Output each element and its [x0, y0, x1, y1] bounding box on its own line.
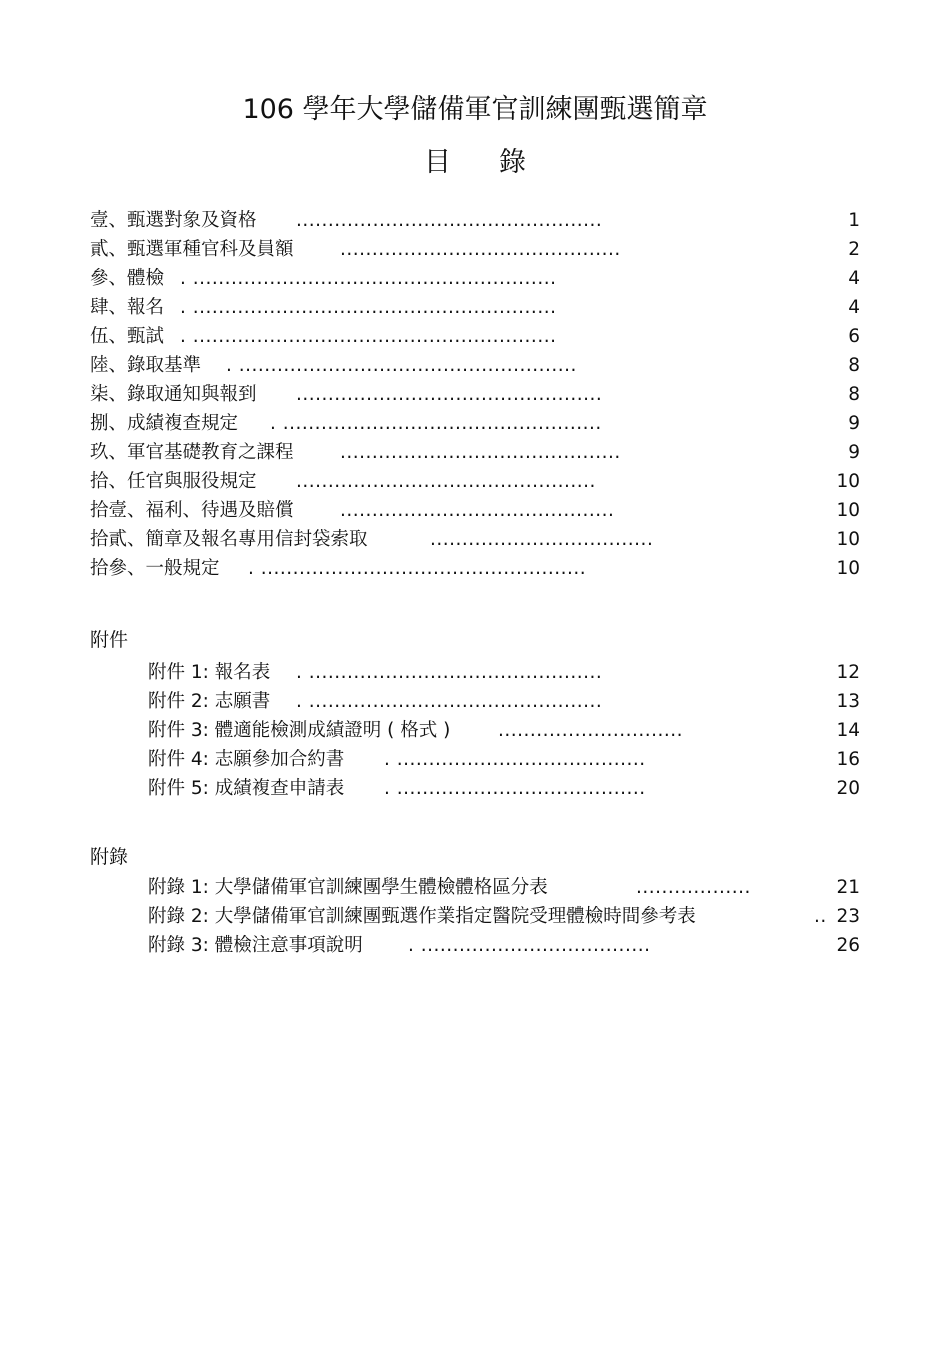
attachment-row [90, 716, 860, 745]
toc-label: 貳、甄選軍種官科及員額 [90, 239, 294, 260]
attachment-row [90, 687, 860, 716]
appendix-row [90, 931, 860, 960]
attachment-leader-dots: . .............................................. [296, 662, 603, 683]
toc-label: 壹、甄選對象及資格 [90, 210, 257, 231]
toc-row [90, 380, 860, 409]
appendix-leader-dots: . .................................... [408, 935, 651, 956]
table-of-contents [90, 206, 860, 583]
appendix-row [90, 902, 860, 931]
toc-leader-dots: . ................................................... [248, 558, 587, 579]
toc-page-number: 10 [836, 471, 860, 492]
toc-leader-dots: . ......................................................... [180, 326, 557, 347]
toc-label: 拾貳、簡章及報名專用信封袋索取 [90, 529, 368, 550]
toc-page-number: 8 [848, 355, 860, 376]
toc-leader-dots: ............................................ [340, 442, 621, 463]
attachment-leader-dots: . ....................................... [384, 778, 646, 799]
attachment-page-number: 12 [836, 662, 860, 683]
toc-row [90, 438, 860, 467]
toc-label: 參、體檢 [90, 268, 165, 289]
toc-leader-dots: ............................................ [340, 239, 621, 260]
toc-label: 柒、錄取通知與報到 [90, 384, 257, 405]
toc-leader-dots: . ......................................................... [180, 268, 557, 289]
toc-row [90, 264, 860, 293]
appendix-page-number: 21 [836, 877, 860, 898]
appendix-label: 附錄 3: 體檢注意事項說明 [148, 935, 363, 956]
attachment-leader-dots: . .............................................. [296, 691, 603, 712]
toc-heading: 目錄 [424, 147, 574, 178]
toc-row [90, 409, 860, 438]
toc-page-number: 9 [848, 413, 860, 434]
toc-page-number: 10 [836, 529, 860, 550]
toc-leader-dots: ............................................... [296, 471, 596, 492]
toc-page-number: 9 [848, 442, 860, 463]
toc-leader-dots: ........................................... [340, 500, 615, 521]
toc-label: 肆、報名 [90, 297, 165, 318]
appendices-heading: 附錄 [90, 846, 129, 868]
document-title: 106 學年大學儲備軍官訓練團甄選簡章 [242, 94, 708, 125]
toc-row [90, 496, 860, 525]
toc-label: 拾壹、福利、待遇及賠償 [90, 500, 294, 521]
attachment-label: 附件 1: 報名表 [148, 662, 271, 683]
toc-page-number: 10 [836, 500, 860, 521]
toc-label: 捌、成績複查規定 [90, 413, 239, 434]
toc-row [90, 322, 860, 351]
appendix-page-number: 26 [836, 935, 860, 956]
toc-row [90, 351, 860, 380]
appendix-page-number: 23 [836, 906, 860, 927]
toc-leader-dots: ................................... [430, 529, 654, 550]
toc-page-number: 2 [848, 239, 860, 260]
appendix-label: 附錄 1: 大學儲備軍官訓練團學生體檢體格區分表 [148, 877, 548, 898]
appendix-leader-dots: .. [814, 906, 827, 927]
toc-page-number: 10 [836, 558, 860, 579]
attachments-list [90, 658, 860, 803]
toc-label: 伍、甄試 [90, 326, 165, 347]
appendix-leader-dots: .................. [636, 877, 751, 898]
attachment-label: 附件 5: 成績複查申請表 [148, 778, 345, 799]
toc-leader-dots: . .................................................. [270, 413, 602, 434]
attachment-page-number: 13 [836, 691, 860, 712]
attachment-row [90, 745, 860, 774]
toc-row [90, 467, 860, 496]
attachment-row [90, 774, 860, 803]
toc-page-number: 6 [848, 326, 860, 347]
toc-leader-dots: . ..................................................... [226, 355, 577, 376]
toc-label: 拾、任官與服役規定 [90, 471, 257, 492]
toc-leader-dots: ................................................ [296, 384, 603, 405]
appendix-label: 附錄 2: 大學儲備軍官訓練團甄選作業指定醫院受理體檢時間參考表 [148, 906, 696, 927]
toc-row [90, 293, 860, 322]
toc-page-number: 1 [848, 210, 860, 231]
toc-page-number: 4 [848, 297, 860, 318]
toc-page-number: 8 [848, 384, 860, 405]
attachment-label: 附件 4: 志願參加合約書 [148, 749, 345, 770]
appendices-list [90, 873, 860, 960]
attachment-page-number: 14 [836, 720, 860, 741]
appendix-row [90, 873, 860, 902]
toc-leader-dots: ................................................ [296, 210, 603, 231]
attachment-page-number: 16 [836, 749, 860, 770]
attachment-leader-dots: . ....................................... [384, 749, 646, 770]
attachment-leader-dots: ............................. [498, 720, 684, 741]
toc-label: 陸、錄取基準 [90, 355, 202, 376]
toc-row [90, 235, 860, 264]
toc-label: 玖、軍官基礎教育之課程 [90, 442, 294, 463]
attachment-label: 附件 2: 志願書 [148, 691, 271, 712]
toc-page-number: 4 [848, 268, 860, 289]
attachment-row [90, 658, 860, 687]
attachment-page-number: 20 [836, 778, 860, 799]
toc-row [90, 525, 860, 554]
toc-row [90, 206, 860, 235]
toc-row [90, 554, 860, 583]
toc-leader-dots: . ......................................................... [180, 297, 557, 318]
toc-label: 拾參、一般規定 [90, 558, 220, 579]
attachment-label: 附件 3: 體適能檢測成績證明 ( 格式 ) [148, 720, 451, 741]
attachments-heading: 附件 [90, 629, 129, 651]
